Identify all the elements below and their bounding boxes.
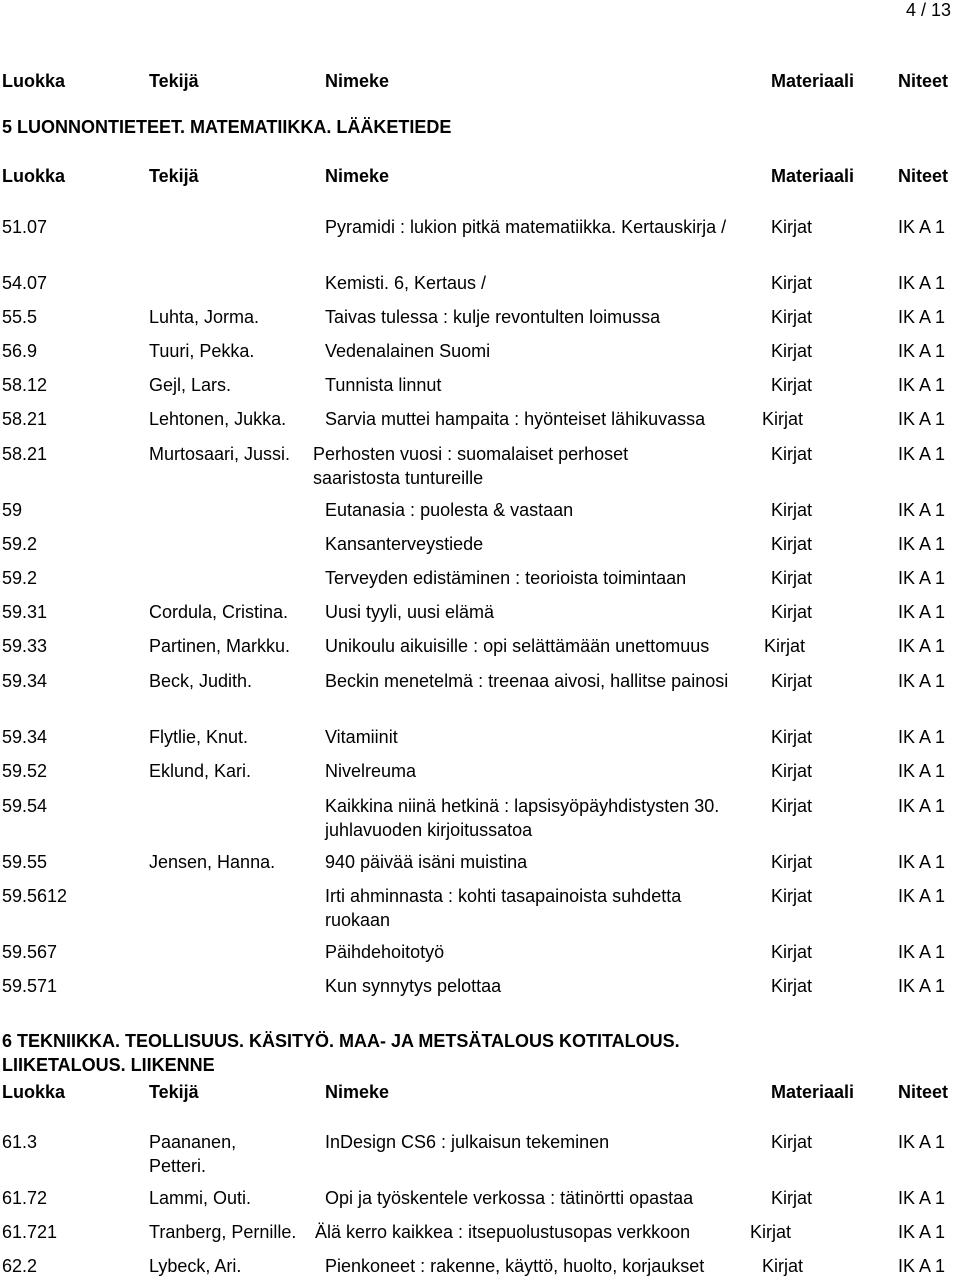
niteet-cell: IK A 1 bbox=[898, 671, 946, 691]
header-tekija: Tekijä bbox=[149, 1082, 199, 1102]
header-niteet: Niteet bbox=[898, 1082, 949, 1102]
table-row bbox=[0, 373, 960, 397]
materiaali-cell: Kirjat bbox=[771, 534, 813, 554]
luokka-cell: 59.567 bbox=[2, 942, 58, 962]
luokka-cell: 58.12 bbox=[2, 375, 48, 395]
tekija-cell: Lammi, Outi. bbox=[149, 1188, 252, 1208]
materiaali-cell: Kirjat bbox=[771, 375, 813, 395]
luokka-cell: 58.21 bbox=[2, 409, 48, 429]
nimeke-cell: Tunnista linnut bbox=[325, 375, 442, 395]
header-luokka: Luokka bbox=[2, 71, 66, 91]
nimeke-cell: Vedenalainen Suomi bbox=[325, 341, 491, 361]
nimeke-cell: Terveyden edistäminen : teorioista toimintaan bbox=[325, 568, 687, 588]
materiaali-cell: Kirjat bbox=[771, 852, 813, 872]
materiaali-cell: Kirjat bbox=[771, 341, 813, 361]
tekija-cell: Lybeck, Ari. bbox=[149, 1256, 242, 1276]
materiaali-cell: Kirjat bbox=[771, 307, 813, 327]
nimeke-cell: Sarvia muttei hampaita : hyönteiset lähikuvassa bbox=[325, 409, 706, 429]
header-tekija: Tekijä bbox=[149, 166, 199, 186]
materiaali-cell: Kirjat bbox=[771, 444, 813, 464]
header-materiaali: Materiaali bbox=[771, 71, 855, 91]
luokka-cell: 59.5612 bbox=[2, 886, 68, 906]
materiaali-cell: Kirjat bbox=[771, 273, 813, 293]
header-nimeke: Nimeke bbox=[325, 71, 390, 91]
materiaali-cell: Kirjat bbox=[764, 636, 806, 656]
header-tekija: Tekijä bbox=[149, 71, 199, 91]
header-luokka: Luokka bbox=[2, 1082, 66, 1102]
niteet-cell: IK A 1 bbox=[898, 217, 946, 237]
niteet-cell: IK A 1 bbox=[898, 273, 946, 293]
table-row bbox=[0, 1220, 960, 1244]
niteet-cell: IK A 1 bbox=[898, 727, 946, 747]
tekija-cell: Paananen, Petteri. bbox=[149, 1132, 237, 1176]
niteet-cell: IK A 1 bbox=[898, 341, 946, 361]
materiaali-cell: Kirjat bbox=[771, 976, 813, 996]
niteet-cell: IK A 1 bbox=[898, 1188, 946, 1208]
nimeke-cell: Opi ja työskentele verkossa : tätinörtti opastaa bbox=[325, 1188, 694, 1208]
niteet-cell: IK A 1 bbox=[898, 409, 946, 429]
niteet-cell: IK A 1 bbox=[898, 636, 946, 656]
nimeke-cell: Perhosten vuosi : suomalaiset perhoset saaristosta tuntureille bbox=[313, 444, 629, 488]
nimeke-cell: Kemisti. 6, Kertaus / bbox=[325, 273, 487, 293]
materiaali-cell: Kirjat bbox=[771, 727, 813, 747]
materiaali-cell: Kirjat bbox=[762, 1256, 804, 1276]
nimeke-cell: Pienkoneet : rakenne, käyttö, huolto, korjaukset bbox=[325, 1256, 705, 1276]
luokka-cell: 56.9 bbox=[2, 341, 38, 361]
nimeke-cell: Päihdehoitotyö bbox=[325, 942, 445, 962]
table-row bbox=[0, 566, 960, 590]
luokka-cell: 51.07 bbox=[2, 217, 48, 237]
nimeke-cell: Nivelreuma bbox=[325, 761, 417, 781]
materiaali-cell: Kirjat bbox=[771, 796, 813, 816]
nimeke-cell: Vitamiinit bbox=[325, 727, 398, 747]
materiaali-cell: Kirjat bbox=[771, 761, 813, 781]
luokka-cell: 59.34 bbox=[2, 727, 48, 747]
materiaali-cell: Kirjat bbox=[762, 409, 804, 429]
header-nimeke: Nimeke bbox=[325, 166, 390, 186]
tekija-cell: Luhta, Jorma. bbox=[149, 307, 260, 327]
niteet-cell: IK A 1 bbox=[898, 976, 946, 996]
table-row bbox=[0, 1254, 960, 1278]
table-row bbox=[0, 634, 960, 658]
header-niteet: Niteet bbox=[898, 71, 949, 91]
luokka-cell: 59.54 bbox=[2, 796, 48, 816]
nimeke-cell: Beckin menetelmä : treenaa aivosi, hallitse painosi bbox=[325, 671, 729, 691]
tekija-cell: Tranberg, Pernille. bbox=[149, 1222, 297, 1242]
nimeke-cell: Eutanasia : puolesta & vastaan bbox=[325, 500, 574, 520]
header-luokka: Luokka bbox=[2, 166, 66, 186]
luokka-cell: 59.571 bbox=[2, 976, 58, 996]
luokka-cell: 55.5 bbox=[2, 307, 38, 327]
luokka-cell: 58.21 bbox=[2, 444, 48, 464]
materiaali-cell: Kirjat bbox=[771, 500, 813, 520]
section-title: 5 LUONNONTIETEET. MATEMATIIKKA. LÄÄKETIEDE bbox=[2, 117, 452, 137]
luokka-cell: 54.07 bbox=[2, 273, 48, 293]
nimeke-cell: Uusi tyyli, uusi elämä bbox=[325, 602, 495, 622]
materiaali-cell: Kirjat bbox=[771, 1188, 813, 1208]
niteet-cell: IK A 1 bbox=[898, 1132, 946, 1152]
luokka-cell: 59.2 bbox=[2, 534, 38, 554]
materiaali-cell: Kirjat bbox=[771, 671, 813, 691]
luokka-cell: 61.3 bbox=[2, 1132, 38, 1152]
luokka-cell: 59.31 bbox=[2, 602, 48, 622]
materiaali-cell: Kirjat bbox=[771, 886, 813, 906]
niteet-cell: IK A 1 bbox=[898, 568, 946, 588]
niteet-cell: IK A 1 bbox=[898, 534, 946, 554]
luokka-cell: 59.55 bbox=[2, 852, 48, 872]
tekija-cell: Eklund, Kari. bbox=[149, 761, 252, 781]
luokka-cell: 61.721 bbox=[2, 1222, 58, 1242]
luokka-cell: 59.34 bbox=[2, 671, 48, 691]
nimeke-cell: Kansanterveystiede bbox=[325, 534, 484, 554]
table-row bbox=[0, 305, 960, 329]
nimeke-cell: Kaikkina niinä hetkinä : lapsisyöpäyhdistysten 30. juhlavuoden kirjoitussatoa bbox=[325, 796, 720, 840]
column-header bbox=[0, 69, 960, 93]
materiaali-cell: Kirjat bbox=[750, 1222, 792, 1242]
table-row bbox=[0, 794, 960, 840]
table-row bbox=[0, 669, 960, 693]
niteet-cell: IK A 1 bbox=[898, 796, 946, 816]
luokka-cell: 61.72 bbox=[2, 1188, 48, 1208]
section-title: 6 TEKNIIKKA. TEOLLISUUS. KÄSITYÖ. MAA- JA METSÄTALOUS KOTITALOUS. LIIKETALOUS. LIIKENNE bbox=[2, 1031, 680, 1075]
niteet-cell: IK A 1 bbox=[898, 444, 946, 464]
nimeke-cell: Pyramidi : lukion pitkä matematiikka. Kertauskirja / bbox=[325, 217, 727, 237]
table-row bbox=[0, 339, 960, 363]
table-row bbox=[0, 498, 960, 522]
header-materiaali: Materiaali bbox=[771, 166, 855, 186]
materiaali-cell: Kirjat bbox=[771, 942, 813, 962]
tekija-cell: Flytlie, Knut. bbox=[149, 727, 249, 747]
page-number: 4 / 13 bbox=[906, 0, 952, 20]
nimeke-cell: Irti ahminnasta : kohti tasapainoista suhdetta ruokaan bbox=[325, 886, 682, 930]
table-row bbox=[0, 725, 960, 749]
niteet-cell: IK A 1 bbox=[898, 852, 946, 872]
tekija-cell: Cordula, Cristina. bbox=[149, 602, 289, 622]
table-row bbox=[0, 215, 960, 239]
table-row bbox=[0, 532, 960, 556]
tekija-cell: Lehtonen, Jukka. bbox=[149, 409, 287, 429]
nimeke-cell: Taivas tulessa : kulje revontulten loimussa bbox=[325, 307, 661, 327]
tekija-cell: Jensen, Hanna. bbox=[149, 852, 276, 872]
nimeke-cell: 940 päivää isäni muistina bbox=[325, 852, 528, 872]
header-nimeke: Nimeke bbox=[325, 1082, 390, 1102]
luokka-cell: 59.33 bbox=[2, 636, 48, 656]
niteet-cell: IK A 1 bbox=[898, 500, 946, 520]
table-row bbox=[0, 407, 960, 431]
column-header bbox=[0, 1080, 960, 1104]
nimeke-cell: Kun synnytys pelottaa bbox=[325, 976, 502, 996]
niteet-cell: IK A 1 bbox=[898, 1222, 946, 1242]
column-header bbox=[0, 164, 960, 188]
table-row bbox=[0, 271, 960, 295]
materiaali-cell: Kirjat bbox=[771, 1132, 813, 1152]
luokka-cell: 59.2 bbox=[2, 568, 38, 588]
niteet-cell: IK A 1 bbox=[898, 1256, 946, 1276]
table-row bbox=[0, 759, 960, 783]
header-materiaali: Materiaali bbox=[771, 1082, 855, 1102]
table-row bbox=[0, 600, 960, 624]
nimeke-cell: Älä kerro kaikkea : itsepuolustusopas verkkoon bbox=[315, 1222, 691, 1242]
tekija-cell: Gejl, Lars. bbox=[149, 375, 232, 395]
nimeke-cell: Unikoulu aikuisille : opi selättämään unettomuus bbox=[325, 636, 710, 656]
materiaali-cell: Kirjat bbox=[771, 568, 813, 588]
luokka-cell: 59 bbox=[2, 500, 23, 520]
nimeke-cell: InDesign CS6 : julkaisun tekeminen bbox=[325, 1132, 610, 1152]
niteet-cell: IK A 1 bbox=[898, 307, 946, 327]
tekija-cell: Murtosaari, Jussi. bbox=[149, 444, 291, 464]
table-row bbox=[0, 1130, 960, 1176]
tekija-cell: Tuuri, Pekka. bbox=[149, 341, 255, 361]
niteet-cell: IK A 1 bbox=[898, 375, 946, 395]
niteet-cell: IK A 1 bbox=[898, 602, 946, 622]
materiaali-cell: Kirjat bbox=[771, 602, 813, 622]
table-row bbox=[0, 974, 960, 998]
niteet-cell: IK A 1 bbox=[898, 886, 946, 906]
header-niteet: Niteet bbox=[898, 166, 949, 186]
luokka-cell: 62.2 bbox=[2, 1256, 38, 1276]
table-row bbox=[0, 442, 960, 488]
niteet-cell: IK A 1 bbox=[898, 761, 946, 781]
luokka-cell: 59.52 bbox=[2, 761, 48, 781]
tekija-cell: Beck, Judith. bbox=[149, 671, 253, 691]
table-row bbox=[0, 850, 960, 874]
table-row bbox=[0, 1186, 960, 1210]
niteet-cell: IK A 1 bbox=[898, 942, 946, 962]
materiaali-cell: Kirjat bbox=[771, 217, 813, 237]
table-row bbox=[0, 884, 960, 930]
tekija-cell: Partinen, Markku. bbox=[149, 636, 291, 656]
table-row bbox=[0, 940, 960, 964]
